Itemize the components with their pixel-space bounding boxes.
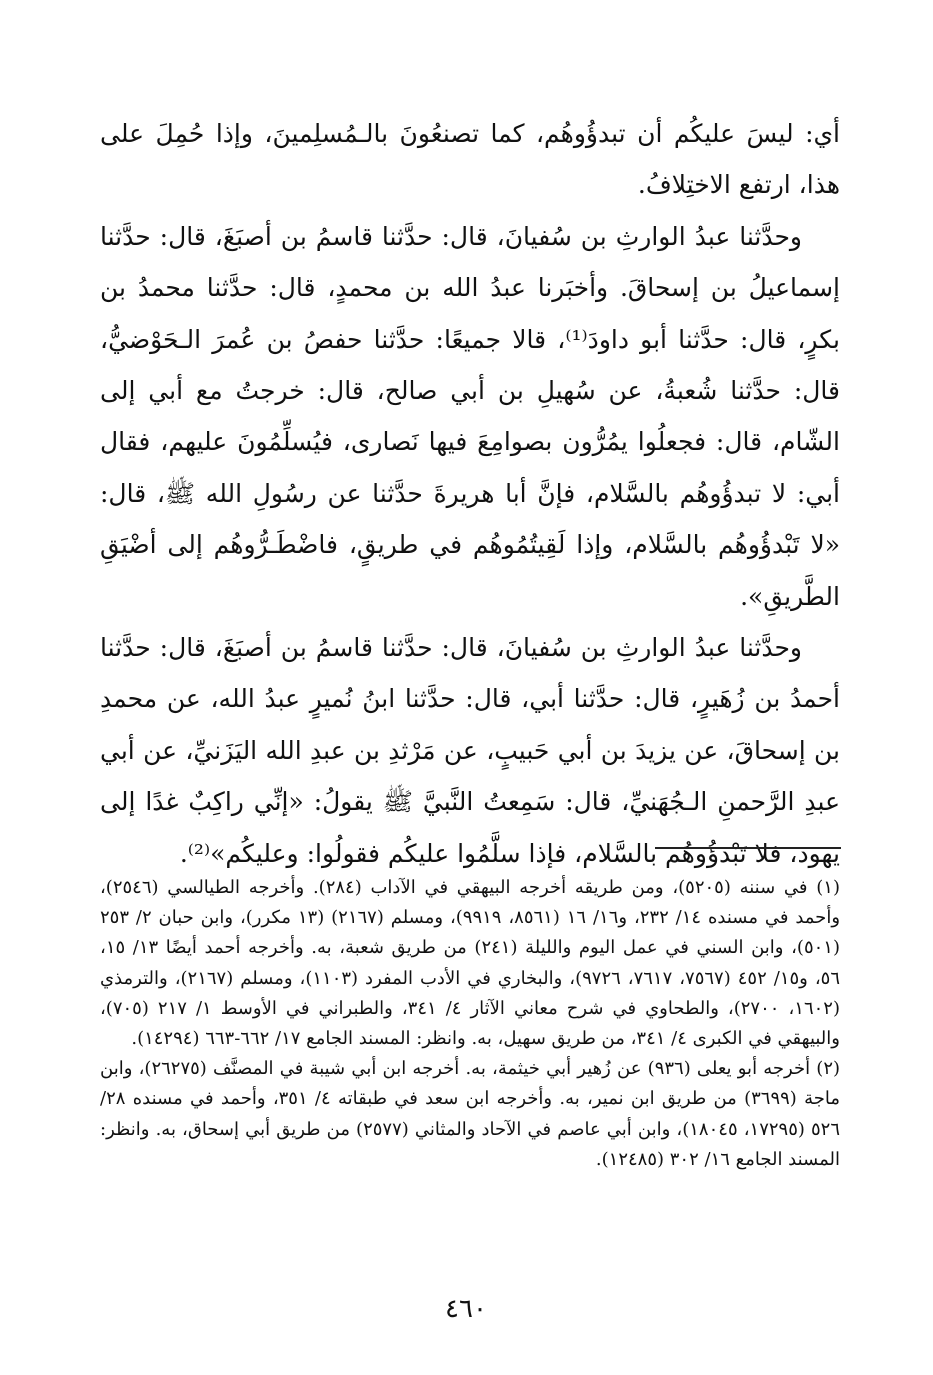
footnotes-section — [100, 873, 840, 1175]
main-text-body — [100, 108, 840, 879]
page-number: ٤٦٠ — [445, 1294, 487, 1324]
footnote-1: (١) في سننه (٥٢٠٥)، ومن طريقه أخرجه البيهقي في الآداب (٢٨٤). وأخرجه الطيالسي (٢٥٤٦)، وأحمد في مسنده ١٤/ ٢٣٢، و١٦/ ١٦ (٨٥٦١، ٩٩١٩)، ومسلم (٢١٦٧) (١٣ مكرر)، وابن حبان ٢/ ٢٥٣ (٥٠١)، وابن السني في عمل اليوم والليلة (٢٤١) من طريق شعبة، به. وأخرجه أحمد أيضًا ١٣/ ١٥، ٥٦، و١٥/ ٤٥٢ (٧٥٦٧، ٧٦١٧، ٩٧٢٦)، والبخاري في الأدب المفرد (١١٠٣)، ومسلم (٢١٦٧)، والترمذي (١٦٠٢، ٢٧٠٠)، والطحاوي في شرح معاني الآثار ٤/ ٣٤١، والطبراني في الأوسط ١/ ٢١٧ (٧٠٥)، والبيهقي في الكبرى ٤/ ٣٤١، من طريق سهيل، به. وانظر: المسند الجامع ١٧/ ٦٦٢-٦٦٣ (١٤٢٩٤). — [100, 877, 841, 1050]
paragraph-1: أي: ليسَ عليكُم أن تبدؤُوهُم، كما تصنعُونَ بالـمُسلِمينَ، وإذا حُمِلَ على هذا، ارتفع الاختِلافُ. — [100, 119, 840, 200]
paragraph-3: وحدَّثنا عبدُ الوارثِ بن سُفيانَ، قال: حدَّثنا قاسمُ بن أصبَغَ، قال: حدَّثنا أحمدُ بن زُهَيرٍ، قال: حدَّثنا أبي، قال: حدَّثنا ابنُ نُميرٍ عبدُ الله، عن محمدِ بن إسحاقَ، عن يزيدَ بن أبي حَبيبٍ، عن مَرْثدِ بن عبدِ الله اليَزَنيِّ، عن أبي عبدِ الرَّحمنِ الـجُهَنيِّ، قال: سَمِعتُ النَّبيَّ ﷺ يقولُ: «إنِّي راكِبٌ غدًا إلى يهود، فلا تَبْدؤُوهُم بالسَّلام، فإذا سلَّمُوا عليكُم فقولُوا: وعليكُم»⁽²⁾. — [100, 633, 840, 868]
footnote-separator — [655, 847, 841, 849]
paragraph-2: وحدَّثنا عبدُ الوارثِ بن سُفيانَ، قال: حدَّثنا قاسمُ بن أصبَغَ، قال: حدَّثنا إسماعيلُ بن إسحاقَ. وأخبَرنا عبدُ الله بن محمدٍ، قال: حدَّثنا محمدُ بن بكرٍ، قال: حدَّثنا أبو داودَ⁽¹⁾، قالا جميعًا: حدَّثنا حفصُ بن عُمرَ الـحَوْضيُّ، قال: حدَّثنا شُعبةُ، عن سُهيلِ بن أبي صالح، قال: خرجتُ مع أبي إلى الشّام، قال: فجعلُوا يمُرُّون بصوامِعَ فيها نَصارى، فيُسلِّمُونَ عليهم، فقال أبي: لا تبدؤُوهُم بالسَّلام، فإنَّ أبا هريرةَ حدَّثنا عن رسُولِ الله ﷺ، قال: «لا تَبْدؤُوهُم بالسَّلام، وإذا لَقِيتُمُوهُم في طريقٍ، فاضْطَـرُّوهُم إلى أضْيَقِ الطَّريقِ». — [100, 221, 840, 611]
footnote-2: (٢) أخرجه أبو يعلى (٩٣٦) عن زُهير أبي خيثمة، به. أخرجه ابن أبي شيبة في المصنَّف (٢٦٢٧٥)، وابن ماجة (٣٦٩٩) من طريق ابن نمير، به. وأخرجه ابن سعد في طبقاته ٤/ ٣٥١، وأحمد في مسنده ٢٨/ ٥٢٦ (١٧٢٩٥، ١٨٠٤٥)، وابن أبي عاصم في الآحاد والمثاني (٢٥٧٧) من طريق أبي إسحاق، به. وانظر: المسند الجامع ١٦/ ٣٠٢ (١٢٤٨٥). — [100, 1058, 841, 1170]
